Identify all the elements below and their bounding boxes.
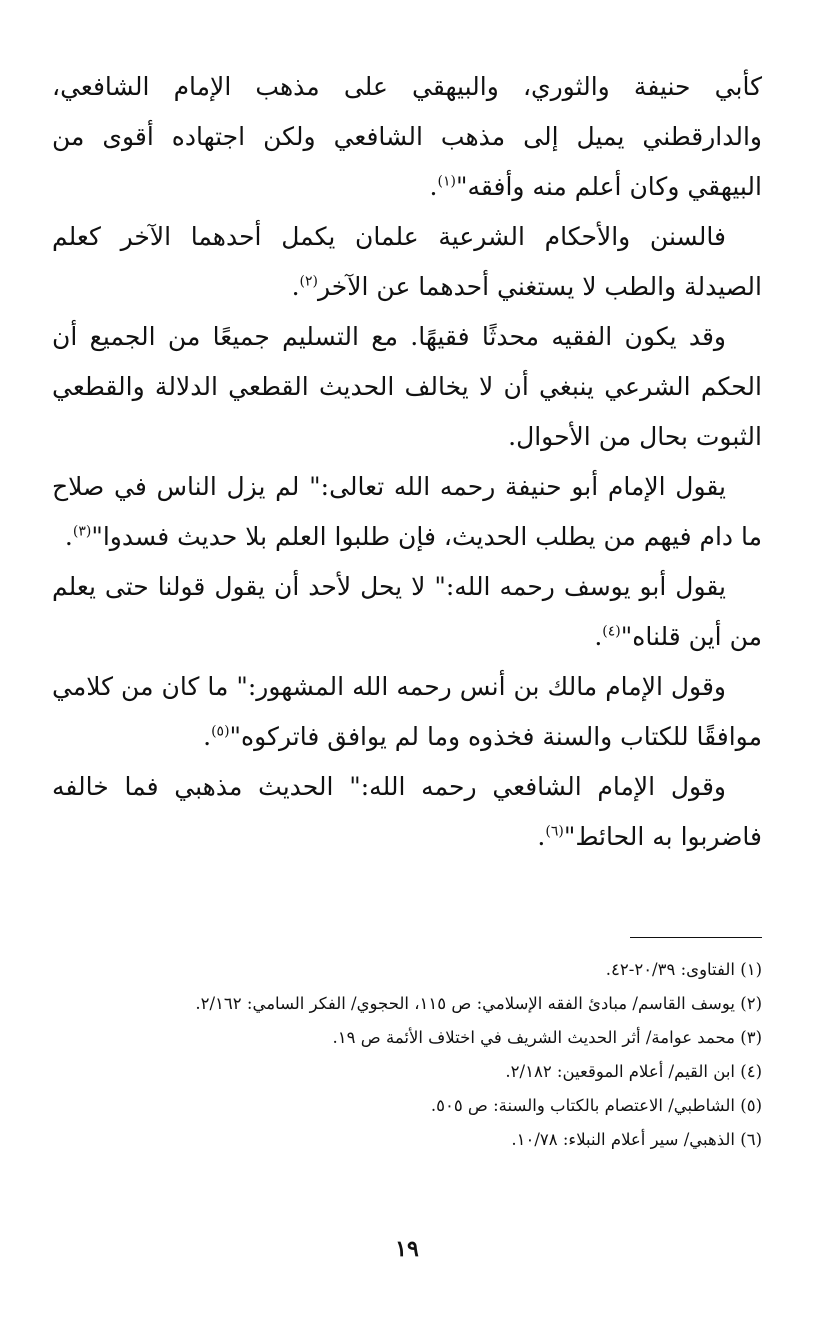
paragraph-end: . [537, 822, 546, 851]
main-text [52, 62, 762, 862]
footnote-ref-4[interactable]: (٤) [602, 623, 621, 640]
paragraph-text: وقد يكون الفقيه محدثًا فقيهًا. مع التسليم جميعًا من الجميع أن الحكم الشرعي ينبغي أن لا يخالف الحديث القطعي الدلالة والقطعي الثبوت بحال من الأحوال. [52, 322, 762, 451]
footnote-ref-3[interactable]: (٣) [72, 523, 92, 540]
footnote-2: (٢) يوسف القاسم/ مبادئ الفقه الإسلامي: ص ١١٥، الحجوي/ الفكر السامي: ٢/١٦٢. [195, 994, 762, 1013]
paragraph-end: . [291, 272, 300, 301]
footnote-ref-1[interactable]: (١) [437, 173, 456, 190]
paragraph-3 [52, 312, 762, 462]
paragraph-text: وقول الإمام الشافعي رحمه الله:" الحديث مذهبي فما خالفه فاضربوا به الحائط" [52, 772, 762, 851]
footnote-ref-5[interactable]: (٥) [211, 723, 230, 740]
paragraph-7 [52, 762, 762, 862]
paragraph-end: . [594, 622, 603, 651]
footnote-ref-6[interactable]: (٦) [545, 823, 564, 840]
paragraph-6 [52, 662, 762, 762]
paragraph-text: كأبي حنيفة والثوري، والبيهقي على مذهب الإمام الشافعي، والدارقطني يميل إلى مذهب الشافعي ولكن اجتهاده أقوى من البيهقي وكان أعلم منه وأفقه" [52, 72, 762, 201]
paragraph-end: . [64, 522, 73, 551]
paragraph-2 [52, 212, 762, 312]
paragraph-text: يقول الإمام أبو حنيفة رحمه الله تعالى:" لم يزل الناس في صلاح ما دام فيهم من يطلب الحديث، فإن طلبوا العلم بلا حديث فسدوا" [52, 472, 762, 551]
paragraph-text: يقول أبو يوسف رحمه الله:" لا يحل لأحد أن يقول قولنا حتى يعلم من أين قلناه" [52, 572, 762, 651]
paragraph-4 [52, 462, 762, 562]
paragraph-5 [52, 562, 762, 662]
footnote-5: (٥) الشاطبي/ الاعتصام بالكتاب والسنة: ص ٥٠٥. [430, 1096, 762, 1115]
paragraph-text: وقول الإمام مالك بن أنس رحمه الله المشهور:" ما كان من كلامي موافقًا للكتاب والسنة فخذوه وما لم يوافق فاتركوه" [52, 672, 762, 751]
footnote-1: (١) الفتاوى: ٢٠/٣٩-٤٢. [605, 960, 762, 979]
footnote-4: (٤) ابن القيم/ أعلام الموقعين: ٢/١٨٢. [505, 1062, 762, 1081]
footnote-6: (٦) الذهبي/ سير أعلام النبلاء: ١٠/٧٨. [511, 1130, 762, 1149]
page-number: ١٩ [395, 1236, 419, 1262]
paragraph-text: فالسنن والأحكام الشرعية علمان يكمل أحدهما الآخر كعلم الصيدلة والطب لا يستغني أحدهما عن الآخر [52, 222, 762, 301]
paragraph-1 [52, 62, 762, 212]
footnote-3: (٣) محمد عوامة/ أثر الحديث الشريف في اختلاف الأئمة ص ١٩. [332, 1028, 762, 1047]
footnotes [52, 953, 762, 1157]
paragraph-end: . [429, 172, 438, 201]
paragraph-end: . [203, 722, 212, 751]
footnote-divider [630, 937, 762, 938]
footnote-ref-2[interactable]: (٢) [299, 273, 319, 290]
